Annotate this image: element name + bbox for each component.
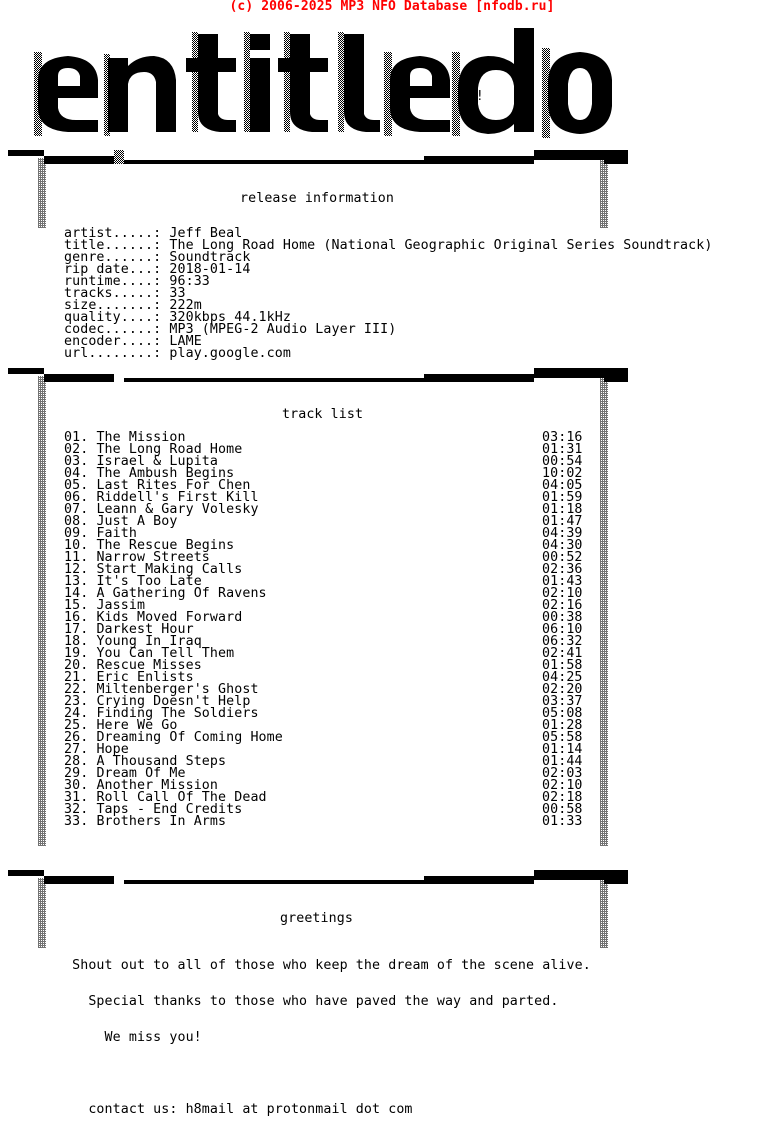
track-number: 31. [64,790,89,805]
track-title: Riddell's First Kill [96,490,259,505]
release-info-key: rip date... [64,262,154,277]
release-info-separator: : [153,298,170,313]
track-number: 32. [64,802,89,817]
track-number: 03. [64,454,89,469]
release-info-value: The Long Road Home (National Geographic Original Series Soundtrack) [169,238,713,253]
track-title: Finding The Soldiers [96,706,259,721]
track-duration: 00:52 [542,550,583,565]
track-number: 18. [64,634,89,649]
track-number: 17. [64,622,89,637]
release-info-value: 33 [169,286,186,301]
release-info-block [64,228,712,360]
track-title: Just A Boy [96,514,178,529]
track-title: Rescue Misses [96,658,202,673]
track-number: 05. [64,478,89,493]
frame-right-greetings [600,878,608,948]
track-duration: 02:18 [542,790,583,805]
track-title: The Mission [96,430,186,445]
track-list [64,432,594,828]
track-title: Faith [96,526,137,541]
track-title: Leann & Gary Volesky [96,502,259,517]
track-duration: 05:58 [542,730,583,745]
track-duration: 02:20 [542,682,583,697]
track-duration: 01:44 [542,754,583,769]
track-duration: 02:10 [542,778,583,793]
release-info-key: genre...... [64,250,154,265]
copyright-banner: (c) 2006-2025 MP3 NFO Database [nfodb.ru] [229,0,555,14]
track-title: The Rescue Begins [96,538,235,553]
track-duration: 04:25 [542,670,583,685]
track-number: 25. [64,718,89,733]
release-info-key: artist..... [64,226,154,241]
track-number: 16. [64,610,89,625]
track-title: Kids Moved Forward [96,610,243,625]
release-info-separator: : [153,346,170,361]
track-duration: 02:36 [542,562,583,577]
release-info-separator: : [153,322,170,337]
release-info-key: runtime.... [64,274,154,289]
release-info-separator: : [153,334,170,349]
release-info-separator: : [153,262,170,277]
track-number: 30. [64,778,89,793]
release-info-value: 320kbps 44.1kHz [169,310,291,325]
logo-art [28,28,628,143]
release-info-separator: : [153,226,170,241]
release-info-value: Jeff Beal [169,226,243,241]
track-number: 04. [64,466,89,481]
track-duration: 00:54 [542,454,583,469]
track-duration: 05:08 [542,706,583,721]
track-title: Hope [96,742,129,757]
track-number: 28. [64,754,89,769]
track-number: 29. [64,766,89,781]
greeting-line: We miss you! [64,1030,202,1045]
section-divider-release [8,150,628,172]
release-info-separator: : [153,274,170,289]
track-title: You Can Tell Them [96,646,235,661]
track-number: 14. [64,586,89,601]
track-number: 22. [64,682,89,697]
track-duration: 06:10 [542,622,583,637]
release-info-value: Soundtrack [169,250,251,265]
track-duration: 01:14 [542,742,583,757]
track-title: Roll Call Of The Dead [96,790,267,805]
track-number: 02. [64,442,89,457]
frame-left-greetings [38,878,46,948]
track-title: Dreaming Of Coming Home [96,730,283,745]
section-divider-tracks [8,368,628,390]
track-number: 13. [64,574,89,589]
release-info-value: play.google.com [169,346,291,361]
track-number: 15. [64,598,89,613]
track-title: Darkest Hour [96,622,194,637]
track-row [64,516,594,528]
frame-left-tracks [38,376,46,846]
track-duration: 04:39 [542,526,583,541]
section-heading-release: release information [240,191,395,206]
track-title: Here We Go [96,718,178,733]
track-duration: 01:47 [542,514,583,529]
release-info-key: url........ [64,346,154,361]
release-info-value: 2018-01-14 [169,262,251,277]
track-title: Young In Iraq [96,634,202,649]
greeting-line: Shout out to all of those who keep the dream of the scene alive. [64,958,591,973]
track-duration: 01:33 [542,814,583,829]
track-duration: 01:18 [542,502,583,517]
track-title: Crying Doesn't Help [96,694,251,709]
release-info-separator: : [153,310,170,325]
track-number: 06. [64,490,89,505]
section-heading-greetings: greetings [280,911,353,926]
track-title: Taps - End Credits [96,802,243,817]
track-number: 12. [64,562,89,577]
track-title: It's Too Late [96,574,202,589]
track-duration: 02:10 [542,586,583,601]
release-info-value: MP3 (MPEG-2 Audio Layer III) [169,322,397,337]
track-title: A Gathering Of Ravens [96,586,267,601]
track-title: Dream Of Me [96,766,186,781]
logo-letters [34,28,612,138]
track-title: Last Rites For Chen [96,478,251,493]
section-divider-greetings [8,870,628,892]
track-number: 24. [64,706,89,721]
track-number: 01. [64,430,89,445]
track-row [64,732,594,744]
release-info-key: codec...... [64,322,154,337]
track-duration: 00:58 [542,802,583,817]
track-number: 23. [64,694,89,709]
track-title: Another Mission [96,778,219,793]
track-duration: 03:16 [542,430,583,445]
track-number: 19. [64,646,89,661]
track-number: 09. [64,526,89,541]
release-info-row [64,348,712,360]
track-duration: 04:05 [542,478,583,493]
track-title: Miltenberger's Ghost [96,682,259,697]
logo-tag: hX! [460,89,484,104]
track-duration: 02:16 [542,598,583,613]
track-duration: 01:31 [542,442,583,457]
track-title: Brothers In Arms [96,814,227,829]
track-title: Eric Enlists [96,670,194,685]
track-duration: 04:30 [542,538,583,553]
frame-left-release [38,158,46,228]
track-duration: 01:59 [542,490,583,505]
track-title: A Thousand Steps [96,754,227,769]
track-number: 20. [64,658,89,673]
track-title: Start Making Calls [96,562,243,577]
greeting-spacer [64,1068,591,1080]
track-title: Narrow Streets [96,550,210,565]
frame-right-tracks [600,376,608,846]
track-title: Israel & Lupita [96,454,219,469]
release-info-key: tracks..... [64,286,154,301]
release-info-key: title...... [64,238,154,253]
track-number: 10. [64,538,89,553]
greetings-block [64,936,591,1128]
track-duration: 03:37 [542,694,583,709]
track-duration: 00:38 [542,610,583,625]
group-logo [28,28,628,143]
release-info-value: 222m [169,298,202,313]
track-duration: 01:58 [542,658,583,673]
release-info-key: quality.... [64,310,154,325]
track-duration: 02:41 [542,646,583,661]
release-info-value: LAME [169,334,202,349]
track-duration: 10:02 [542,466,583,481]
track-row [64,816,594,828]
track-number: 08. [64,514,89,529]
track-number: 07. [64,502,89,517]
section-heading-tracks: track list [282,407,364,422]
track-number: 26. [64,730,89,745]
frame-right-release [600,158,608,228]
release-info-separator: : [153,238,170,253]
track-number: 11. [64,550,89,565]
track-title: Jassim [96,598,146,613]
contact-line: contact us: h8mail at protonmail dot com [64,1102,413,1117]
release-info-key: size....... [64,298,154,313]
track-number: 27. [64,742,89,757]
release-info-value: 96:33 [169,274,210,289]
release-info-key: encoder.... [64,334,154,349]
track-duration: 01:43 [542,574,583,589]
track-number: 33. [64,814,89,829]
release-info-separator: : [153,250,170,265]
track-number: 21. [64,670,89,685]
release-info-separator: : [153,286,170,301]
track-duration: 06:32 [542,634,583,649]
track-duration: 01:28 [542,718,583,733]
track-title: The Ambush Begins [96,466,235,481]
track-title: The Long Road Home [96,442,243,457]
track-duration: 02:03 [542,766,583,781]
greeting-line: Special thanks to those who have paved the way and parted. [64,994,559,1009]
